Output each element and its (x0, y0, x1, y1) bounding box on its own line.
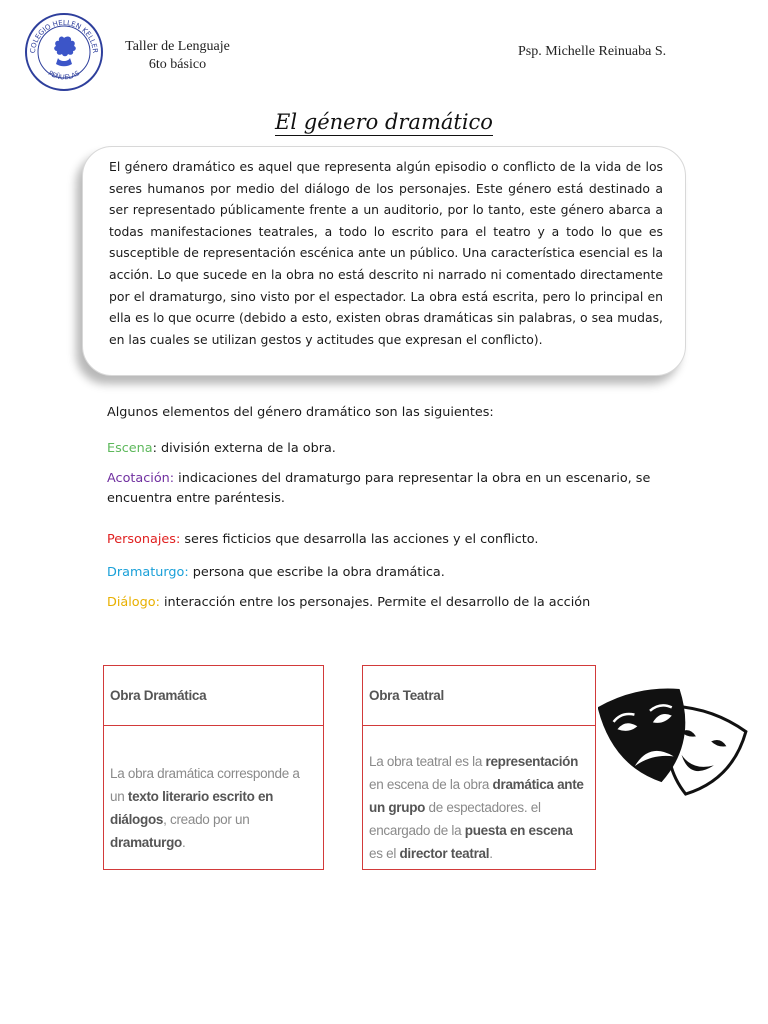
card-bold-text: texto literario escrito en diálogos (110, 789, 274, 827)
term-dialogo: Diálogo: (107, 595, 160, 610)
card-text: de espectadores. el encargado de la (369, 800, 541, 838)
definition-escena: división externa de la obra. (156, 441, 336, 456)
card-bold-text: dramaturgo (110, 835, 183, 850)
definition-text: El género dramático es aquel que representa algún episodio o conflicto de la vida de los seres humanos por medio del diálogo de los personajes. Este género está destinado a ser representado públicamente frente a un auditorio, por lo tanto, este género abarca a todas manifestaciones teatrales, a todo lo escrito para el teatro y a todo lo que es susceptible de representación escénica ante un público. Una característica esencial es la acción. Lo que sucede en la obra no está descrito ni narrado ni comentado directamente por el dramaturgo, sino visto por el espectador. La obra está escrita, pero lo principal en ella es lo que ocurre (debido a esto, existen obras dramáticas sin palabras, o sea mudas, en las cuales se utilizan gestos y actitudes que expresan el conflicto). (109, 159, 663, 347)
course-info (110, 38, 245, 74)
list-item-dialogo (107, 593, 667, 613)
card-text: . (489, 846, 493, 861)
card-bold-text: representación (485, 754, 579, 769)
card-bold-text: director teatral (399, 846, 490, 861)
page-title-text: El género dramático (275, 110, 493, 134)
card-obra-teatral (362, 665, 596, 870)
list-item-dramaturgo (107, 563, 667, 583)
term-personajes: Personajes: (107, 532, 181, 547)
term-escena: Escena (107, 441, 153, 456)
list-item-escena (107, 439, 667, 459)
course-name: Taller de Lenguaje (125, 39, 230, 54)
definition-acotacion: indicaciones del dramaturgo para representar la obra en un escenario, se encuentra entre paréntesis. (107, 471, 651, 506)
card-body (104, 726, 323, 854)
card-bold-text: dramática ante un grupo (369, 777, 584, 815)
card-text: La obra teatral es la (369, 754, 486, 769)
card-text: es el (369, 846, 400, 861)
card-body (363, 726, 595, 865)
card-heading: Obra Dramática (104, 666, 323, 726)
list-item-acotacion (107, 469, 667, 509)
card-text: en escena de la obra (369, 777, 493, 792)
course-grade: 6to básico (148, 57, 207, 72)
term-acotacion: Acotación: (107, 471, 175, 486)
list-item-personajes (107, 530, 667, 550)
logo-text-bottom: PEÑUELAS (46, 69, 82, 82)
card-text: . (182, 835, 186, 850)
logo-text-top: COLEGIO HELLEN KELLER (28, 18, 100, 54)
card-text: , creado por un (163, 812, 250, 827)
definition-dramaturgo: persona que escribe la obra dramática. (188, 565, 445, 580)
definition-personajes: seres ficticios que desarrolla las acciones y el conflicto. (180, 532, 539, 547)
term-dramaturgo: Dramaturgo: (107, 565, 189, 580)
definition-dialogo: interacción entre los personajes. Permite el desarrollo de la acción (159, 595, 591, 610)
card-bold-text: puesta en escena (464, 823, 573, 838)
card-heading: Obra Teatral (363, 666, 595, 726)
teacher-name: Psp. Michelle Reinuaba S. (518, 44, 667, 59)
page-title (0, 110, 768, 134)
card-obra-dramatica (103, 665, 324, 870)
term-separator: : (152, 441, 157, 456)
definition-box (82, 146, 686, 376)
elements-intro: Algunos elementos del género dramático son las siguientes: (107, 405, 494, 420)
theater-masks-icon (598, 676, 748, 806)
svg-text:PEÑUELAS (47, 69, 81, 81)
school-logo (24, 12, 104, 92)
card-text: La obra dramática corresponde a un (110, 766, 300, 804)
